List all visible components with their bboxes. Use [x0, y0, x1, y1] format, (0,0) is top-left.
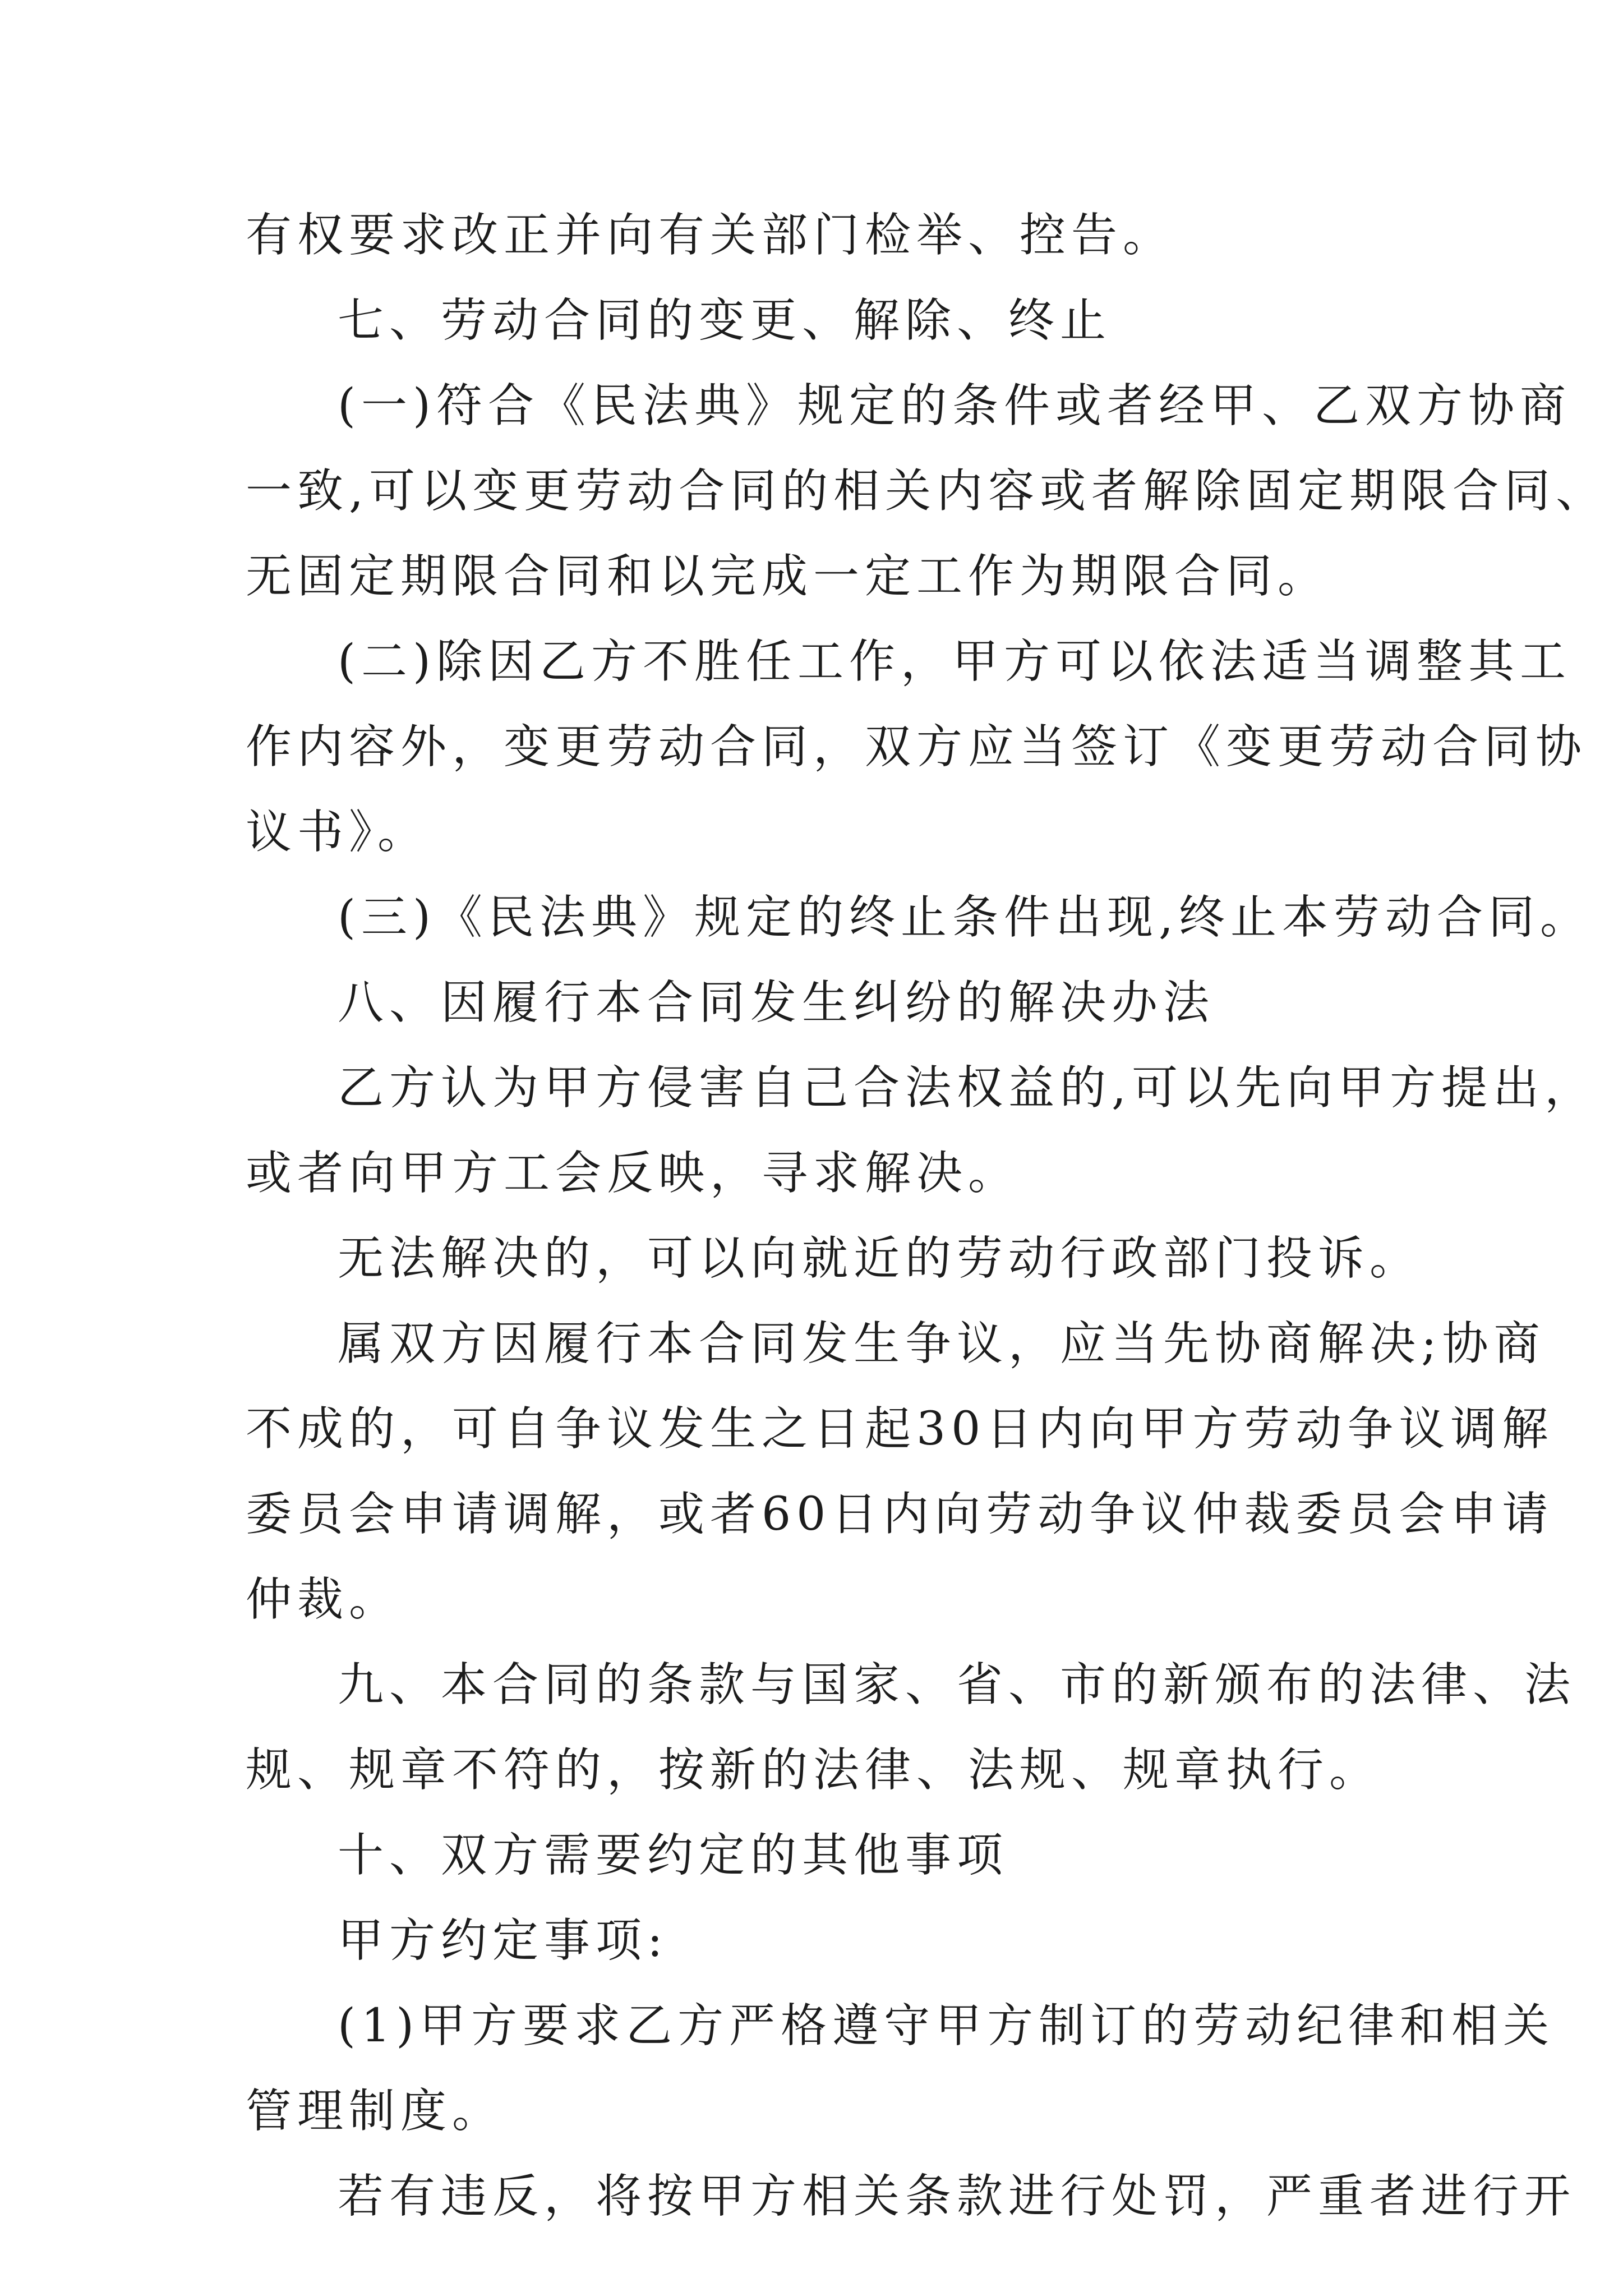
text-line: 属双方因履行本合同发生争议，应当先协商解决;协商 — [338, 1317, 1546, 1370]
text-line: (1)甲方要求乙方严格遵守甲方制订的劳动纪律和相关 — [338, 1999, 1555, 2053]
text-line: 议书》。 — [246, 806, 430, 859]
text-line: 仲裁。 — [246, 1573, 401, 1626]
text-line: (一)符合《民法典》规定的条件或者经甲、乙双方协商 — [338, 379, 1571, 432]
text-line: 不成的，可自争议发生之日起30日内向甲方劳动争议调解 — [246, 1402, 1554, 1456]
section-heading: 七、劳动合同的变更、解除、终止 — [338, 294, 1112, 347]
text-line: (二)除因乙方不胜任工作，甲方可以依法适当调整其工 — [338, 635, 1571, 688]
text-line: 无固定期限合同和以完成一定工作为期限合同。 — [246, 550, 1330, 603]
text-line: 委员会申请调解，或者60日内向劳动争议仲裁委员会申请 — [246, 1488, 1554, 1541]
text-line: 管理制度。 — [246, 2085, 504, 2138]
section-heading: 九、本合同的条款与国家、省、市的新颁布的法律、法 — [338, 1658, 1576, 1711]
text-line: 甲方约定事项: — [338, 1914, 668, 1967]
section-heading: 八、因履行本合同发生纠纷的解决办法 — [338, 976, 1215, 1029]
text-line: 无法解决的，可以向就近的劳动行政部门投诉。 — [338, 1232, 1422, 1285]
text-line: 有权要求改正并向有关部门检举、控告。 — [246, 209, 1175, 262]
document-body — [246, 193, 1608, 2239]
section-heading: 十、双方需要约定的其他事项 — [338, 1829, 1009, 1882]
text-line: 作内容外，变更劳动合同，双方应当签订《变更劳动合同协 — [246, 720, 1588, 774]
text-line: 乙方认为甲方侵害自己合法权益的,可以先向甲方提出， — [338, 1061, 1597, 1115]
text-line: 或者向甲方工会反映，寻求解决。 — [246, 1147, 1020, 1200]
text-line: 若有违反，将按甲方相关条款进行处罚，严重者进行开 — [338, 2170, 1576, 2223]
text-line: (三)《民法典》规定的终止条件出现,终止本劳动合同。 — [338, 891, 1592, 944]
text-line: 一致,可以变更劳动合同的相关内容或者解除固定期限合同、 — [246, 464, 1608, 518]
text-line: 规、规章不符的，按新的法律、法规、规章执行。 — [246, 1743, 1381, 1797]
